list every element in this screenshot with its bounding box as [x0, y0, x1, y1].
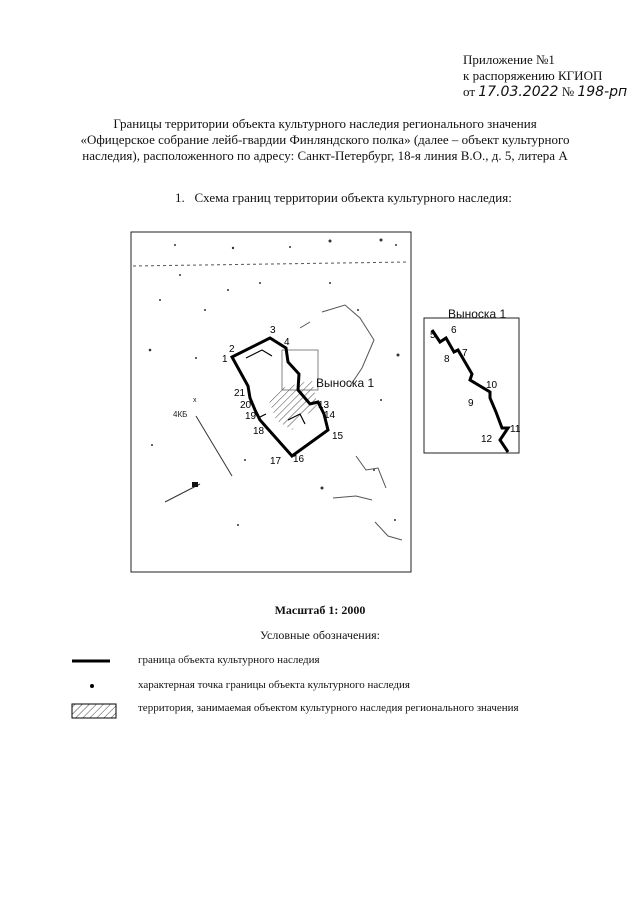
inset-point-12: 12 — [481, 434, 493, 445]
map-marker — [192, 482, 198, 487]
annex-number: Приложение №1 — [463, 52, 555, 67]
point-2: 2 — [229, 344, 235, 355]
street-line — [133, 262, 409, 266]
map-scale: Масштаб 1: 2000 — [274, 603, 366, 617]
neighbour-outlines — [300, 305, 402, 540]
handwritten-date: 17.03.2022 — [478, 84, 559, 100]
title-line-2: «Офицерское собрание лейб-гвардии Финляндского полка» (далее – объект культурного — [80, 132, 570, 147]
map-symbol: x — [193, 397, 197, 404]
section-number: 1. — [175, 190, 185, 205]
inset-point-8: 8 — [444, 354, 450, 365]
point-1: 1 — [222, 354, 228, 365]
point-19: 19 — [245, 411, 257, 422]
point-13: 13 — [318, 400, 330, 411]
legend-text-territory: территория, занимаемая объектом культурного наследия регионального значения — [138, 702, 519, 714]
inset-title: Выноска 1 — [448, 307, 507, 321]
point-4: 4 — [284, 337, 290, 348]
inset-point-11: 11 — [510, 424, 521, 435]
inset-point-9: 9 — [468, 398, 474, 409]
legend-hatch-symbol — [70, 702, 120, 720]
street-label: 4КБ — [173, 410, 188, 419]
legend-line-symbol — [70, 654, 120, 668]
point-18: 18 — [253, 426, 265, 437]
point-16: 16 — [293, 454, 305, 465]
legend-text-boundary: граница объекта культурного наследия — [138, 654, 320, 666]
title-line-3: наследия), расположенного по адресу: Санкт-Петербург, 18-я линия В.О., д. 5, литера А — [82, 148, 568, 163]
legend-text-point: характерная точка границы объекта культурного наследия — [138, 679, 410, 691]
annex-order-ref: к распоряжению КГИОП — [463, 68, 603, 83]
section-text: Схема границ территории объекта культурного наследия: — [194, 190, 512, 205]
inset-point-6: 6 — [451, 325, 457, 336]
point-14: 14 — [324, 410, 336, 421]
handwritten-number: 198-рп — [577, 84, 628, 100]
point-15: 15 — [332, 431, 344, 442]
point-20: 20 — [240, 400, 252, 411]
legend-title: Условные обозначения: — [259, 628, 381, 642]
point-21: 21 — [234, 388, 246, 399]
legend-point-symbol — [70, 679, 120, 693]
inset-point-5: 5 — [430, 330, 436, 341]
number-prefix: № — [561, 84, 575, 99]
inset-point-10: 10 — [486, 380, 498, 391]
point-17: 17 — [270, 456, 282, 467]
road-line — [196, 416, 232, 476]
inset-boundary-line — [432, 330, 508, 452]
callout-label: Выноска 1 — [316, 376, 375, 390]
date-prefix: от — [463, 84, 476, 99]
inset-point-7: 7 — [462, 348, 468, 359]
title-line-1: Границы территории объекта культурного наследия регионального значения — [113, 116, 537, 131]
point-3: 3 — [270, 325, 276, 336]
